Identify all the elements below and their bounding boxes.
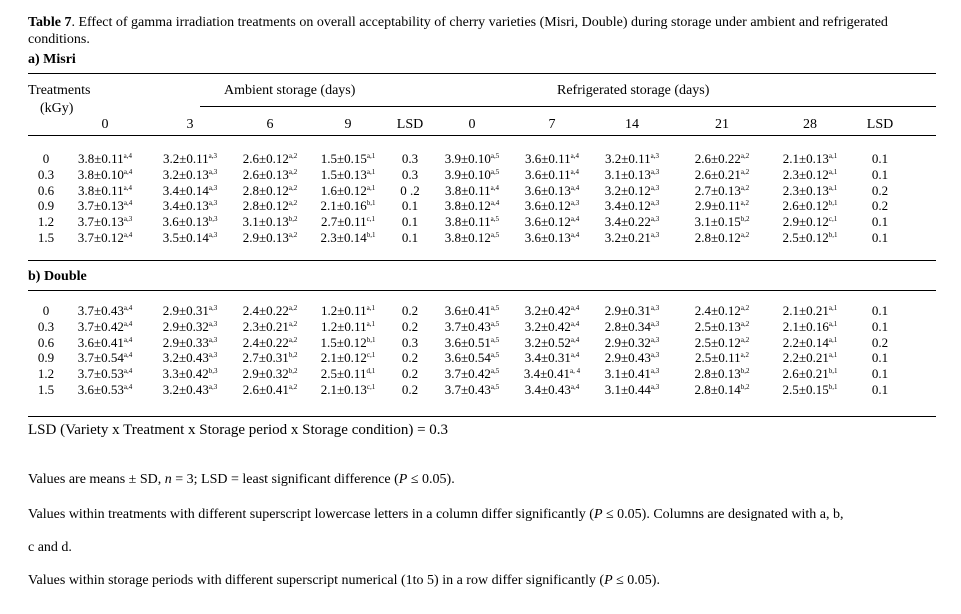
table-cell: 0.2 — [401, 303, 419, 318]
table-cell: $2.4\pm 0.12^{a,2}$ — [694, 303, 750, 318]
superscript: a,2 — [740, 199, 750, 208]
table-cell: $3.4\pm 0.31^{a,4}$ — [524, 350, 580, 366]
table-cell: $1.5\pm 0.15^{a,1}$ — [320, 151, 376, 166]
misri-bottom-rule — [28, 260, 936, 261]
treatment-cell: 1.5 — [37, 230, 55, 245]
table-cell: $2.9\pm 0.31^{a,3}$ — [162, 303, 218, 318]
superscript: a,1 — [366, 319, 376, 328]
table-cell: $2.8\pm 0.13^{b,2}$ — [694, 366, 750, 382]
table-cell: $3.6\pm 0.41^{a,4}$ — [77, 334, 133, 350]
superscript: a,5 — [490, 367, 500, 376]
superscript: a,1 — [828, 335, 838, 344]
table-cell: $3.2\pm 0.11^{a,3}$ — [162, 151, 218, 166]
note-letters-continued: c and d. — [28, 540, 72, 555]
table-cell: $3.4\pm 0.13^{a,3}$ — [162, 198, 218, 214]
table-cell: $2.5\pm 0.12^{a,2}$ — [694, 334, 750, 350]
superscript: b,2 — [740, 367, 750, 376]
superscript: a,3 — [650, 383, 660, 391]
superscript: a,3 — [208, 304, 218, 312]
superscript: a,3 — [208, 319, 218, 328]
superscript: a,4 — [123, 183, 133, 192]
table-cell: $2.9\pm 0.11^{a,2}$ — [694, 198, 750, 214]
superscript: a,4 — [490, 199, 500, 208]
superscript: a,5 — [490, 335, 500, 344]
table-cell: $2.5\pm 0.15^{b,1}$ — [782, 382, 838, 397]
table-cell: 0.2 — [401, 366, 419, 382]
table-cell: $2.1\pm 0.16^{b,1}$ — [320, 198, 376, 214]
superscript: a,3 — [650, 351, 660, 360]
table-cell: $2.6\pm 0.22^{a,2}$ — [694, 151, 750, 166]
superscript: a,2 — [288, 319, 298, 328]
table-cell: $2.4\pm 0.22^{a,2}$ — [242, 303, 298, 318]
table-cell: 0.1 — [871, 303, 889, 318]
table-cell: $3.6\pm 0.11^{a,4}$ — [524, 166, 580, 182]
table-cell: $3.1\pm 0.15^{b,2}$ — [694, 214, 750, 230]
table-cell: $3.1\pm 0.41^{a,3}$ — [604, 366, 660, 382]
table-cell: 0.1 — [871, 151, 889, 166]
superscript: b,1 — [366, 199, 376, 208]
table-cell: $3.1\pm 0.13^{b,2}$ — [242, 214, 298, 230]
treatment-cell: 0.6 — [37, 334, 55, 350]
table-cell: 0.2 — [401, 318, 419, 334]
column-header: 0 — [101, 117, 109, 132]
superscript: a,3 — [208, 383, 218, 391]
table-cell: 0.2 — [401, 382, 419, 397]
table-cell: $2.6\pm 0.12^{b,1}$ — [782, 198, 838, 214]
table-cell: 0.1 — [401, 198, 419, 214]
superscript: a,3 — [208, 231, 218, 239]
superscript: a,3 — [208, 351, 218, 360]
treatments-header: Treatments — [28, 83, 91, 98]
table-cell: 0.1 — [871, 166, 889, 182]
superscript: b,1 — [366, 335, 376, 344]
superscript: b,2 — [740, 383, 750, 391]
superscript: a,2 — [288, 199, 298, 208]
table-cell: $2.2\pm 0.14^{a,1}$ — [782, 334, 838, 350]
table-cell: $3.7\pm 0.43^{a,5}$ — [444, 382, 500, 397]
note-numerals: Values within storage periods with different superscript numerical (1to 5) in a row differ significantly (P ≤ 0.05). — [28, 573, 660, 588]
table-cell: $2.1\pm 0.16^{a,1}$ — [782, 318, 838, 334]
note-means: Values are means ± SD, n = 3; LSD = least significant difference (P ≤ 0.05). — [28, 472, 455, 487]
double-top-rule — [28, 290, 936, 291]
superscript: a,4 — [570, 351, 580, 360]
superscript: a,2 — [288, 152, 298, 160]
superscript: a,3 — [650, 167, 660, 176]
table-caption-text: . Effect of gamma irradiation treatments on overall acceptability of cherry varieties (Misri, Double) during storage under ambient and refrigerated conditions. — [28, 15, 888, 47]
table-cell: $3.7\pm 0.53^{a,4}$ — [77, 366, 133, 382]
table-cell: $1.5\pm 0.13^{a,1}$ — [320, 166, 376, 182]
superscript: a,3 — [208, 183, 218, 192]
superscript: a,3 — [208, 167, 218, 176]
column-header: 3 — [186, 117, 194, 132]
table-cell: $3.9\pm 0.10^{a,5}$ — [444, 151, 500, 166]
section-title-misri: a) Misri — [28, 52, 76, 67]
table-cell: $1.6\pm 0.12^{a,1}$ — [320, 182, 376, 198]
table-cell: 0.3 — [401, 151, 419, 166]
table-cell: $2.3\pm 0.14^{b,1}$ — [320, 230, 376, 245]
table-label: Table 7 — [28, 15, 72, 30]
table-cell: $2.1\pm 0.12^{c,1}$ — [320, 350, 376, 366]
superscript: a,3 — [650, 152, 660, 160]
table-cell: 0.1 — [871, 318, 889, 334]
table-cell: $2.9\pm 0.32^{a,3}$ — [604, 334, 660, 350]
table-cell: $3.8\pm 0.11^{a,4}$ — [77, 151, 133, 166]
table-cell: $3.4\pm 0.22^{a,3}$ — [604, 214, 660, 230]
header-bottom-rule — [28, 135, 936, 136]
table-cell: $3.7\pm 0.42^{a,4}$ — [77, 318, 133, 334]
superscript: a,3 — [650, 183, 660, 192]
table-cell: $3.4\pm 0.14^{a,3}$ — [162, 182, 218, 198]
superscript: a,3 — [208, 335, 218, 344]
superscript: a,3 — [650, 231, 660, 239]
superscript: a,4 — [123, 383, 133, 391]
table-cell: $3.6\pm 0.13^{a,4}$ — [524, 230, 580, 245]
superscript: a,1 — [828, 351, 838, 360]
superscript: a,5 — [490, 383, 500, 391]
column-header: 14 — [625, 117, 639, 132]
table-cell: 0.2 — [871, 198, 889, 214]
table-cell: $2.1\pm 0.13^{a,1}$ — [782, 151, 838, 166]
superscript: a,3 — [123, 215, 133, 224]
superscript: a,4 — [123, 319, 133, 328]
treatment-cell: 0.6 — [37, 182, 55, 198]
table-cell: $3.2\pm 0.21^{a,3}$ — [604, 230, 660, 245]
table-cell: $2.6\pm 0.21^{a,2}$ — [694, 166, 750, 182]
table-cell: $3.7\pm 0.13^{a,3}$ — [77, 214, 133, 230]
table-cell: $2.6\pm 0.12^{a,2}$ — [242, 151, 298, 166]
superscript: a,4 — [123, 231, 133, 239]
table-cell: $2.8\pm 0.14^{b,2}$ — [694, 382, 750, 397]
table-cell: $2.6\pm 0.13^{a,2}$ — [242, 166, 298, 182]
column-header: LSD — [396, 117, 424, 132]
table-cell: $3.7\pm 0.42^{a,5}$ — [444, 366, 500, 382]
table-cell: $2.9\pm 0.43^{a,3}$ — [604, 350, 660, 366]
table-cell: $2.5\pm 0.12^{b,1}$ — [782, 230, 838, 245]
superscript: a,2 — [288, 335, 298, 344]
table-cell: $2.6\pm 0.41^{a,2}$ — [242, 382, 298, 397]
table-cell: $3.7\pm 0.54^{a,4}$ — [77, 350, 133, 366]
superscript: a,2 — [288, 167, 298, 176]
treatment-cell: 0.9 — [37, 198, 55, 214]
superscript: a,2 — [288, 383, 298, 391]
superscript: c,1 — [828, 215, 838, 224]
table-cell: $3.8\pm 0.11^{a,5}$ — [444, 214, 500, 230]
table-cell: $2.8\pm 0.34^{a,3}$ — [604, 318, 660, 334]
superscript: a,4 — [570, 335, 580, 344]
superscript: a,1 — [828, 304, 838, 312]
superscript: c,1 — [366, 351, 376, 360]
superscript: a,5 — [490, 215, 500, 224]
table-cell: $3.8\pm 0.11^{a,4}$ — [77, 182, 133, 198]
table-cell: $3.5\pm 0.14^{a,3}$ — [162, 230, 218, 245]
treatment-cell: 0 — [42, 151, 50, 166]
table-cell: $2.1\pm 0.13^{c,1}$ — [320, 382, 376, 397]
superscript: a,2 — [740, 167, 750, 176]
table-cell: 0.2 — [871, 182, 889, 198]
superscript: a,3 — [650, 335, 660, 344]
table-cell: $3.1\pm 0.44^{a,3}$ — [604, 382, 660, 397]
superscript: b,2 — [288, 215, 298, 224]
superscript: a,2 — [288, 183, 298, 192]
superscript: a,1 — [366, 152, 376, 160]
table-cell: $2.4\pm 0.22^{a,2}$ — [242, 334, 298, 350]
column-header: 0 — [468, 117, 476, 132]
table-cell: $3.8\pm 0.12^{a,5}$ — [444, 230, 500, 245]
table-cell: 0.1 — [401, 230, 419, 245]
superscript: a,4 — [570, 319, 580, 328]
table-cell: 0.1 — [871, 382, 889, 397]
superscript: a,1 — [366, 183, 376, 192]
superscript: a,4 — [123, 167, 133, 176]
superscript: c,1 — [366, 383, 376, 391]
table-cell: $3.2\pm 0.42^{a,4}$ — [524, 303, 580, 318]
lsd-overall: LSD (Variety x Treatment x Storage period x Storage condition) = 0.3 — [28, 422, 449, 438]
superscript: b,1 — [828, 199, 838, 208]
header-span-rule — [200, 106, 936, 107]
superscript: a,3 — [650, 319, 660, 328]
table-cell: 0.3 — [401, 166, 419, 182]
superscript: a,1 — [828, 167, 838, 176]
column-header: 6 — [266, 117, 274, 132]
superscript: a,2 — [740, 319, 750, 328]
superscript: a,4 — [570, 183, 580, 192]
table-cell: $2.3\pm 0.12^{a,1}$ — [782, 166, 838, 182]
superscript: a,4 — [123, 367, 133, 376]
superscript: b,1 — [828, 367, 838, 376]
superscript: a,4 — [570, 231, 580, 239]
superscript: a,1 — [366, 167, 376, 176]
table-cell: $3.7\pm 0.43^{a,5}$ — [444, 318, 500, 334]
table-cell: $2.9\pm 0.31^{a,3}$ — [604, 303, 660, 318]
table-cell: $3.2\pm 0.13^{a,3}$ — [162, 166, 218, 182]
table-cell: 0.2 — [401, 350, 419, 366]
table-cell: $3.9\pm 0.10^{a,5}$ — [444, 166, 500, 182]
table-cell: $2.8\pm 0.12^{a,2}$ — [694, 230, 750, 245]
note-letters: Values within treatments with different superscript lowercase letters in a column differ significantly (P ≤ 0.05). Columns are designated with a, b, — [28, 507, 844, 522]
table-cell: $3.8\pm 0.12^{a,4}$ — [444, 198, 500, 214]
superscript: a,5 — [490, 319, 500, 328]
table-cell: $1.2\pm 0.11^{a,1}$ — [320, 303, 376, 318]
superscript: a,3 — [208, 152, 218, 160]
superscript: a,4 — [123, 304, 133, 312]
table-cell: $2.3\pm 0.13^{a,1}$ — [782, 182, 838, 198]
superscript: a,4 — [123, 152, 133, 160]
table-cell: $3.4\pm 0.41^{a, 4}$ — [523, 366, 581, 382]
table-cell: 0.2 — [871, 334, 889, 350]
treatment-cell: 1.5 — [37, 382, 55, 397]
table-cell: $3.6\pm 0.12^{a,3}$ — [524, 198, 580, 214]
superscript: b,2 — [740, 215, 750, 224]
superscript: a,3 — [650, 304, 660, 312]
superscript: a,3 — [650, 215, 660, 224]
table-cell: $2.5\pm 0.13^{a,2}$ — [694, 318, 750, 334]
column-header: 9 — [344, 117, 352, 132]
table-cell: 0.1 — [871, 366, 889, 382]
superscript: a,2 — [740, 351, 750, 360]
superscript: a,1 — [828, 319, 838, 328]
column-header: 28 — [803, 117, 817, 132]
superscript: a,2 — [740, 152, 750, 160]
superscript: b,2 — [288, 367, 298, 376]
table-cell: $1.5\pm 0.12^{b,1}$ — [320, 334, 376, 350]
refrigerated-storage-header: Refrigerated storage (days) — [557, 83, 710, 98]
table-cell: 0.1 — [871, 214, 889, 230]
table-cell: $2.9\pm 0.32^{b,2}$ — [242, 366, 298, 382]
table-cell: $2.6\pm 0.21^{b,1}$ — [782, 366, 838, 382]
table-cell: $3.3\pm 0.42^{b,3}$ — [162, 366, 218, 382]
table-cell: $2.7\pm 0.31^{b,2}$ — [242, 350, 298, 366]
table-cell: $3.2\pm 0.52^{a,4}$ — [524, 334, 580, 350]
table-cell: $2.9\pm 0.32^{a,3}$ — [162, 318, 218, 334]
table-cell: 0.1 — [401, 214, 419, 230]
table-cell: $2.9\pm 0.12^{c,1}$ — [782, 214, 838, 230]
superscript: a,4 — [570, 215, 580, 224]
table-cell: $3.2\pm 0.11^{a,3}$ — [604, 151, 660, 166]
table-cell: $2.9\pm 0.13^{a,2}$ — [242, 230, 298, 245]
superscript: b,1 — [828, 231, 838, 239]
superscript: a,4 — [123, 335, 133, 344]
table-cell: $3.4\pm 0.12^{a,3}$ — [604, 198, 660, 214]
superscript: a,4 — [570, 152, 580, 160]
table-cell: $2.5\pm 0.11^{a,2}$ — [694, 350, 750, 366]
table-cell: $3.6\pm 0.54^{a,5}$ — [444, 350, 500, 366]
table-cell: $3.6\pm 0.51^{a,5}$ — [444, 334, 500, 350]
section-title-double: b) Double — [28, 269, 87, 284]
table-cell: $2.5\pm 0.11^{d,1}$ — [320, 366, 376, 382]
table-cell: $3.7\pm 0.13^{a,4}$ — [77, 198, 133, 214]
superscript: a,1 — [828, 183, 838, 192]
table-cell: $3.2\pm 0.43^{a,3}$ — [162, 382, 218, 397]
unit-header: (kGy) — [40, 101, 74, 116]
superscript: a,2 — [288, 304, 298, 312]
superscript: a,3 — [650, 367, 660, 376]
superscript: b,3 — [208, 215, 218, 224]
table-cell: $2.8\pm 0.12^{a,2}$ — [242, 182, 298, 198]
treatment-cell: 0 — [42, 303, 50, 318]
table-cell: $1.2\pm 0.11^{a,1}$ — [320, 318, 376, 334]
table-cell: 0 .2 — [400, 182, 420, 198]
treatment-cell: 0.3 — [37, 318, 55, 334]
table-cell: $3.6\pm 0.11^{a,4}$ — [524, 151, 580, 166]
superscript: a,2 — [740, 304, 750, 312]
treatment-cell: 1.2 — [37, 214, 55, 230]
table-cell: $2.7\pm 0.11^{c,1}$ — [320, 214, 376, 230]
superscript: a,5 — [490, 152, 500, 160]
superscript: c,1 — [366, 215, 376, 224]
superscript: a,5 — [490, 231, 500, 239]
table-cell: $3.8\pm 0.11^{a,4}$ — [444, 182, 500, 198]
superscript: a,4 — [123, 199, 133, 208]
superscript: a,1 — [366, 304, 376, 312]
table-cell: $3.7\pm 0.43^{a,4}$ — [77, 303, 133, 318]
table-cell: 0.1 — [871, 230, 889, 245]
superscript: a,2 — [288, 231, 298, 239]
table-caption — [28, 14, 943, 48]
table-cell: $2.3\pm 0.21^{a,2}$ — [242, 318, 298, 334]
treatment-cell: 1.2 — [37, 366, 55, 382]
treatment-cell: 0.9 — [37, 350, 55, 366]
table-cell: $3.6\pm 0.13^{a,4}$ — [524, 182, 580, 198]
superscript: a,3 — [570, 199, 580, 208]
superscript: a,3 — [650, 199, 660, 208]
table-cell: $2.7\pm 0.13^{a,2}$ — [694, 182, 750, 198]
table-cell: $2.8\pm 0.12^{a,2}$ — [242, 198, 298, 214]
superscript: a,4 — [570, 304, 580, 312]
table-cell: $3.2\pm 0.12^{a,3}$ — [604, 182, 660, 198]
table-cell: $3.6\pm 0.12^{a,4}$ — [524, 214, 580, 230]
ambient-storage-header: Ambient storage (days) — [224, 83, 356, 98]
superscript: a,2 — [740, 231, 750, 239]
table-cell: $3.7\pm 0.12^{a,4}$ — [77, 230, 133, 245]
table-cell: $2.2\pm 0.21^{a,1}$ — [782, 350, 838, 366]
superscript: a,4 — [123, 351, 133, 360]
superscript: a,5 — [490, 167, 500, 176]
table-cell: 0.1 — [871, 350, 889, 366]
treatment-cell: 0.3 — [37, 166, 55, 182]
table-cell: $3.6\pm 0.13^{b,3}$ — [162, 214, 218, 230]
superscript: a,4 — [570, 383, 580, 391]
superscript: b,2 — [288, 351, 298, 360]
superscript: b,1 — [366, 231, 376, 239]
column-header: 21 — [715, 117, 729, 132]
superscript: a,5 — [490, 351, 500, 360]
superscript: a, 4 — [570, 367, 581, 376]
table-cell: $3.6\pm 0.41^{a,5}$ — [444, 303, 500, 318]
superscript: a,1 — [828, 152, 838, 160]
table-cell: $3.8\pm 0.10^{a,4}$ — [77, 166, 133, 182]
table-cell: $2.1\pm 0.21^{a,1}$ — [782, 303, 838, 318]
superscript: a,5 — [490, 304, 500, 312]
table-cell: $3.2\pm 0.43^{a,3}$ — [162, 350, 218, 366]
superscript: a,4 — [570, 167, 580, 176]
superscript: a,3 — [208, 199, 218, 208]
table-cell: $2.9\pm 0.33^{a,3}$ — [162, 334, 218, 350]
table-bottom-rule — [28, 416, 936, 417]
superscript: a,2 — [740, 183, 750, 192]
table-cell: $3.4\pm 0.43^{a,4}$ — [524, 382, 580, 397]
column-header: LSD — [866, 117, 894, 132]
table-cell: $3.2\pm 0.42^{a,4}$ — [524, 318, 580, 334]
table-cell: $3.1\pm 0.13^{a,3}$ — [604, 166, 660, 182]
superscript: a,2 — [740, 335, 750, 344]
table-cell: $3.6\pm 0.53^{a,4}$ — [77, 382, 133, 397]
superscript: b,3 — [208, 367, 218, 376]
superscript: d,1 — [366, 367, 376, 376]
column-header: 7 — [548, 117, 556, 132]
table-cell: 0.3 — [401, 334, 419, 350]
superscript: b,1 — [828, 383, 838, 391]
superscript: a,4 — [490, 183, 500, 192]
table-top-rule — [28, 73, 936, 74]
